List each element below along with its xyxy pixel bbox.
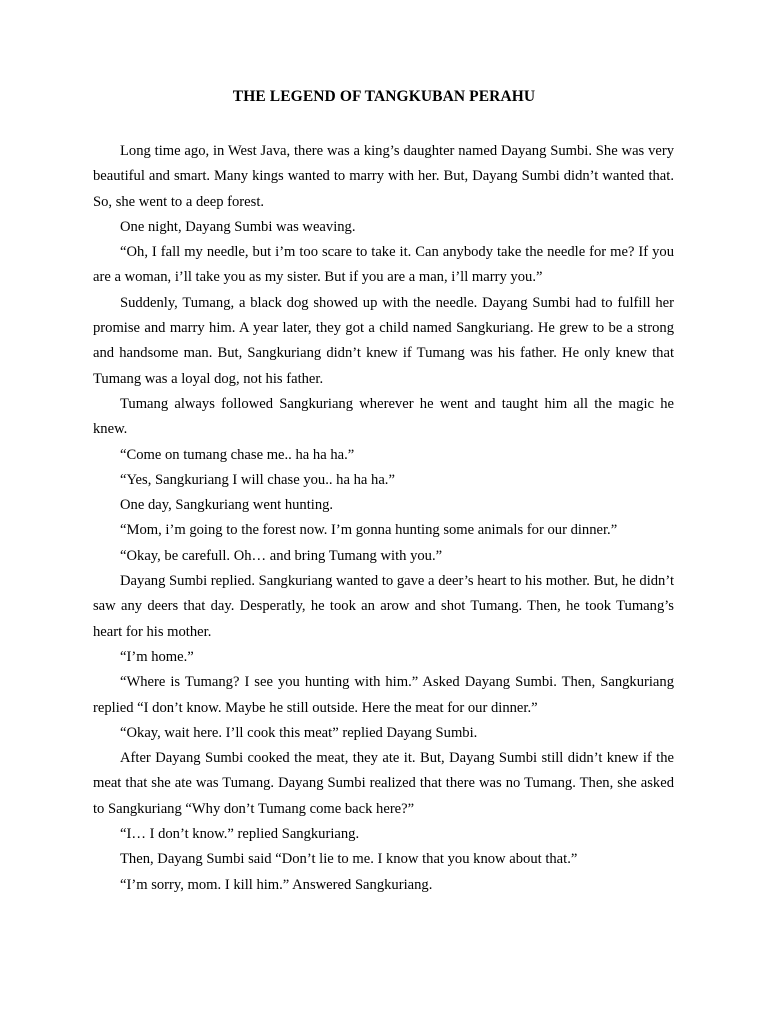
paragraph: “Okay, be carefull. Oh… and bring Tumang with you.” bbox=[120, 547, 443, 564]
paragraph: Dayang Sumbi replied. Sangkuriang wanted to gave a deer’s heart to his mother. But, he didn’t saw any deers that day. Desperatly, he took an arow and shot Tumang. Then, he took Tumang’s heart for his mother. bbox=[93, 573, 674, 640]
paragraph: After Dayang Sumbi cooked the meat, they ate it. But, Dayang Sumbi still didn’t knew if the meat that she ate was Tumang. Dayang Sumbi realized that there was no Tumang. Then, she asked to Sangkuriang “Why don’t Tumang come back here?” bbox=[93, 750, 674, 817]
paragraph: “Oh, I fall my needle, but i’m too scare to take it. Can anybody take the needle for me? If you are a woman, i’ll take you as my sister. But if you are a man, i’ll marry you.” bbox=[93, 244, 674, 286]
paragraph: “Come on tumang chase me.. ha ha ha.” bbox=[120, 446, 355, 463]
paragraph: “I’m sorry, mom. I kill him.” Answered Sangkuriang. bbox=[120, 876, 433, 893]
paragraph: “Yes, Sangkuriang I will chase you.. ha ha ha.” bbox=[120, 471, 395, 488]
paragraph: “Mom, i’m going to the forest now. I’m gonna hunting some animals for our dinner.” bbox=[120, 522, 618, 539]
paragraph: “Where is Tumang? I see you hunting with him.” Asked Dayang Sumbi. Then, Sangkuriang replied “I don’t know. Maybe he still outside. Here the meat for our dinner.” bbox=[93, 674, 674, 716]
document-body bbox=[93, 139, 674, 898]
paragraph: Then, Dayang Sumbi said “Don’t lie to me. I know that you know about that.” bbox=[120, 851, 578, 868]
paragraph: “Okay, wait here. I’ll cook this meat” replied Dayang Sumbi. bbox=[120, 724, 478, 741]
paragraph: Suddenly, Tumang, a black dog showed up with the needle. Dayang Sumbi had to fulfill her promise and marry him. A year later, they got a child named Sangkuriang. He grew to be a strong and handsome man. But, Sangkuriang didn’t knew if Tumang was his father. He only knew that Tumang was a loyal dog, not his father. bbox=[93, 294, 674, 387]
document-title: THE LEGEND OF TANGKUBAN PERAHU bbox=[232, 88, 536, 105]
paragraph: One day, Sangkuriang went hunting. bbox=[120, 497, 334, 514]
paragraph: Tumang always followed Sangkuriang wherever he went and taught him all the magic he knew. bbox=[93, 395, 674, 438]
paragraph: “I’m home.” bbox=[120, 648, 194, 665]
paragraph: Long time ago, in West Java, there was a king’s daughter named Dayang Sumbi. She was very beautiful and smart. Many kings wanted to marry with her. But, Dayang Sumbi didn’t wanted that. So, she went to a deep forest. bbox=[93, 143, 674, 210]
paragraph: “I… I don’t know.” replied Sangkuriang. bbox=[120, 826, 360, 843]
paragraph: One night, Dayang Sumbi was weaving. bbox=[120, 218, 356, 235]
